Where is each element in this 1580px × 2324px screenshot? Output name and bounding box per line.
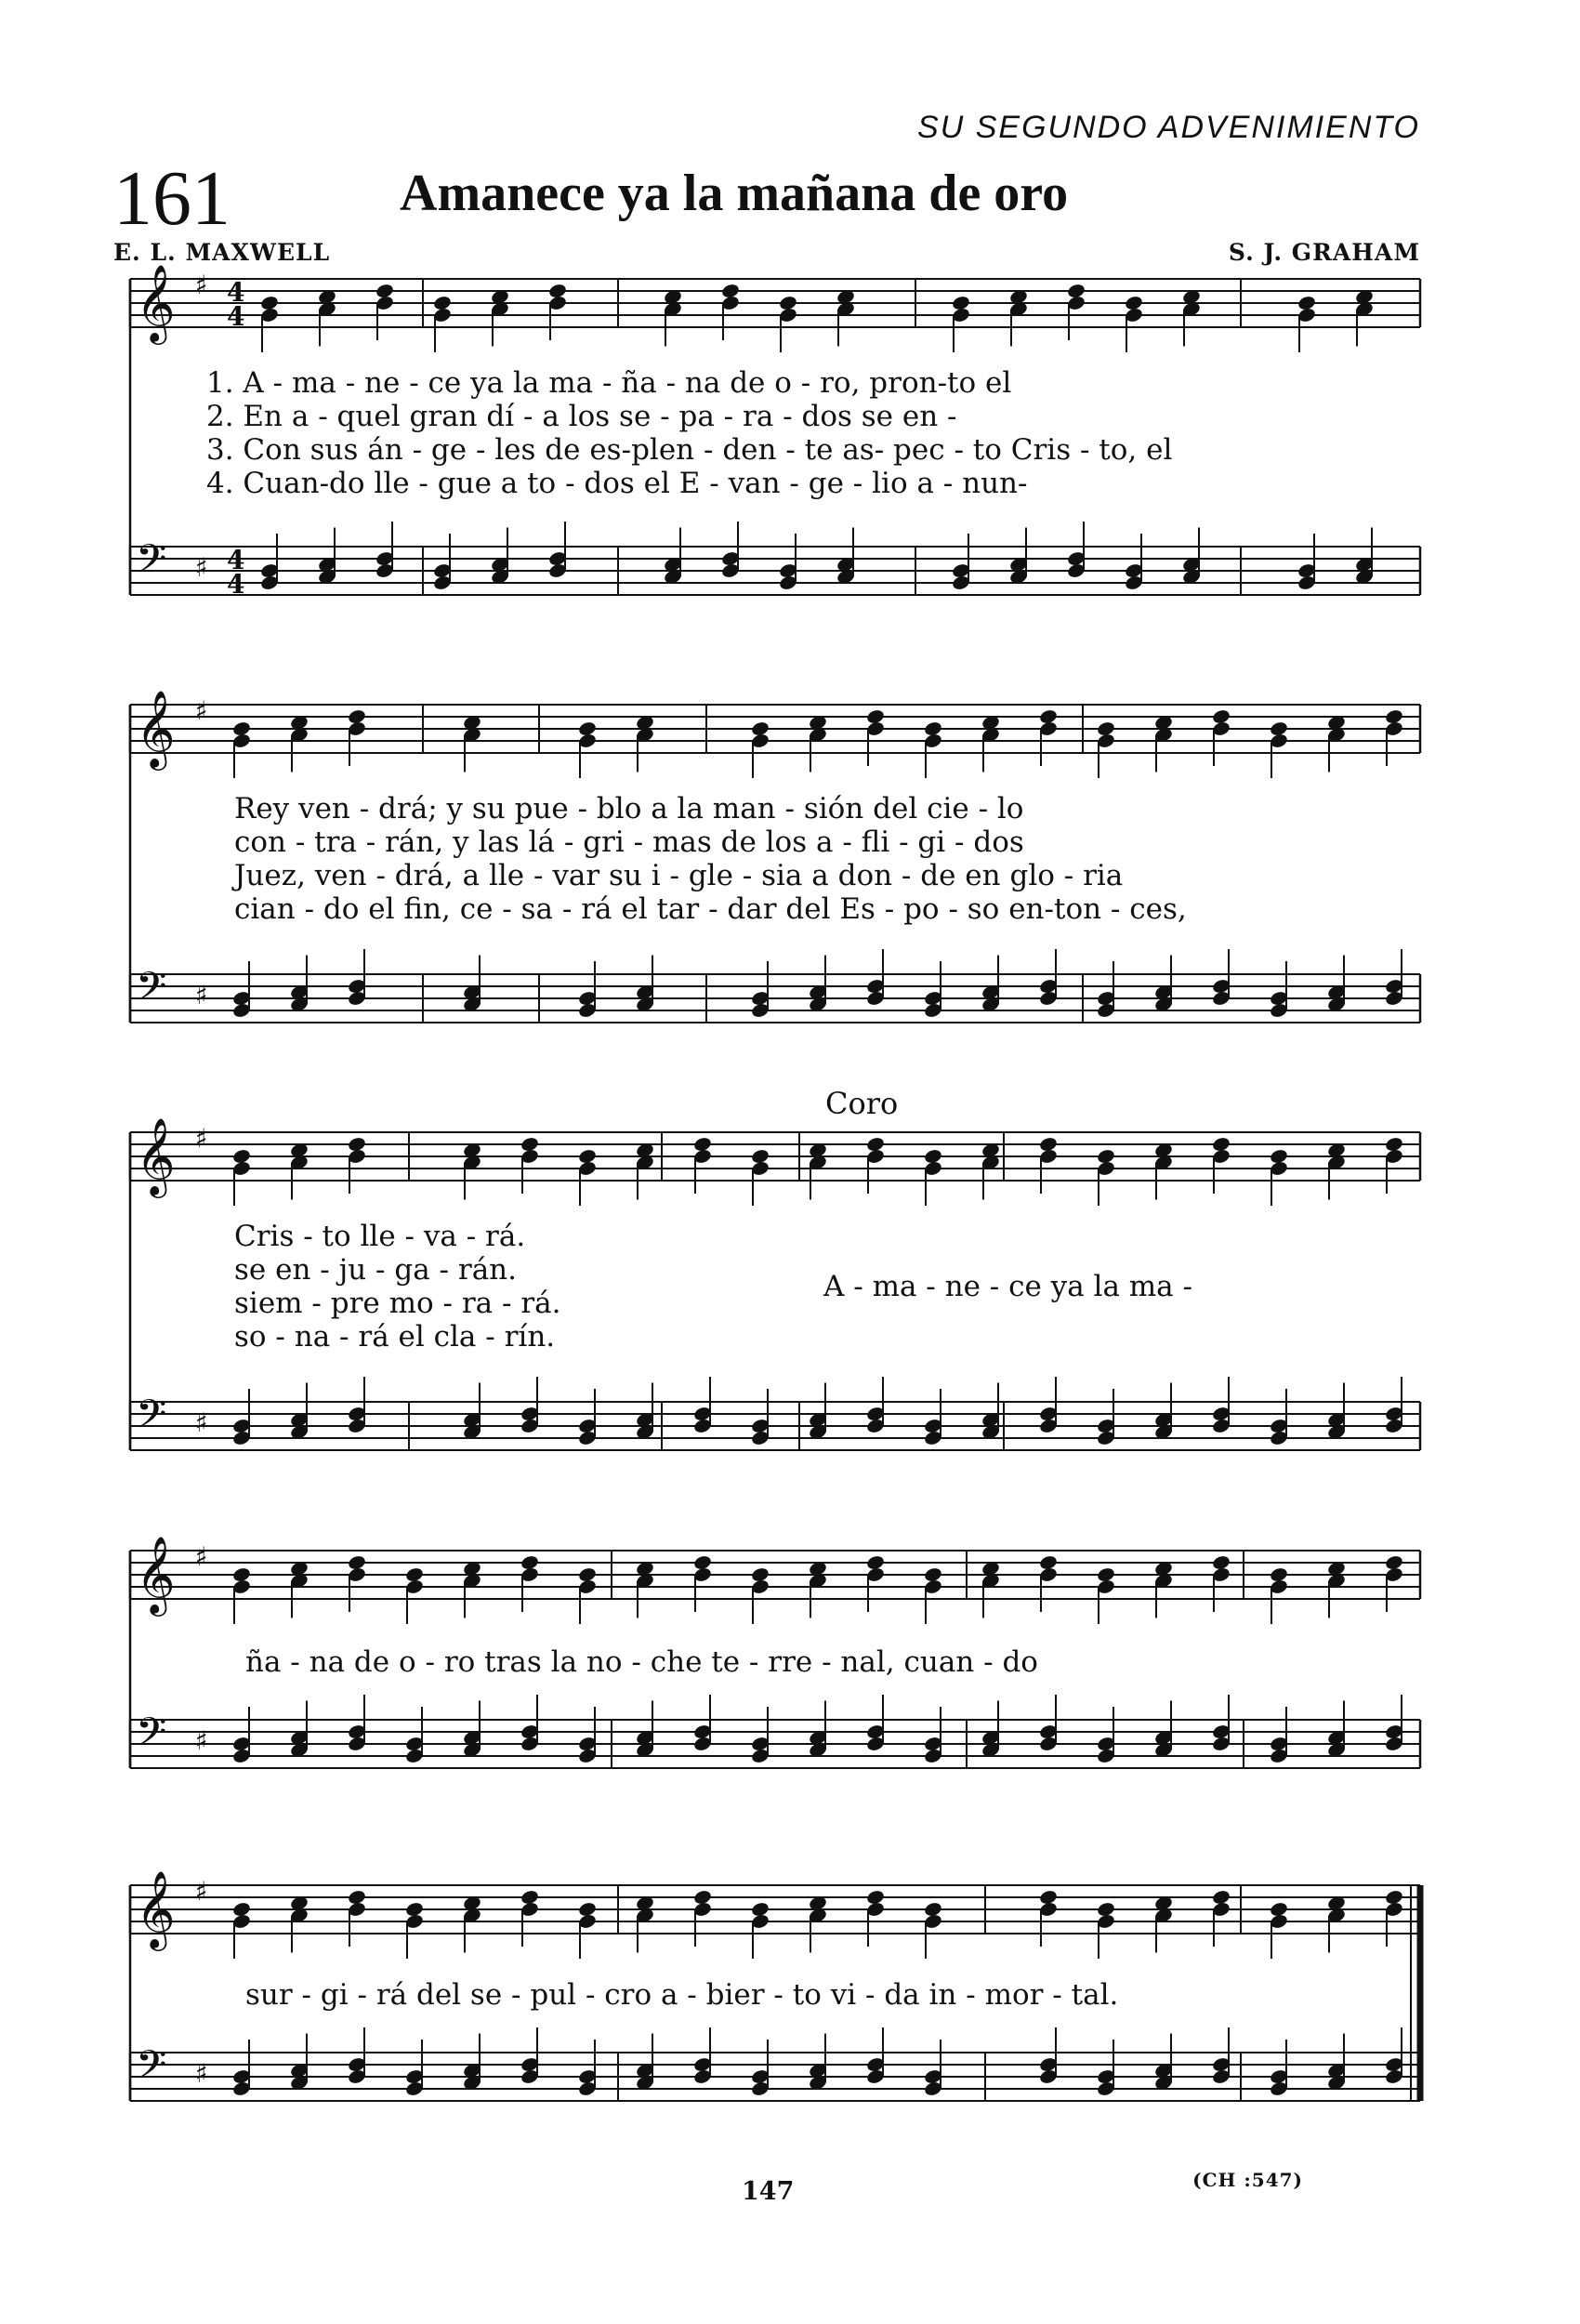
time-signature-bottom: 4 [227, 301, 245, 332]
hymn-number: 161 [113, 155, 230, 242]
composer-credit: S. J. GRAHAM [1228, 239, 1420, 266]
lyric-line: ña - na de o - ro tras la no - che te - rre - nal, cuan - do [245, 1645, 1038, 1679]
lyric-line: Cris - to lle - va - rá. [234, 1220, 526, 1253]
sharp-icon: ♯ [195, 1123, 208, 1154]
section-heading: SU SEGUNDO ADVENIMIENTO [917, 110, 1420, 145]
lyric-line: 4. Cuan-do lle - gue a to - dos el E - van - ge - lio a - nun- [206, 467, 1028, 500]
lyric-line: 1. A - ma - ne - ce ya la ma - ña - na de o - ro, pron-to el [206, 366, 1012, 400]
lyric-line: siem - pre mo - ra - rá. [234, 1287, 561, 1320]
lyric-line: cian - do el fin, ce - sa - rá el tar - dar del Es - po - so en-ton - ces, [234, 892, 1187, 926]
sharp-icon: ♯ [195, 552, 208, 583]
bass-clef-icon: 𝄢 [136, 964, 167, 1020]
lyric-line: se en - ju - ga - rán. [234, 1253, 517, 1287]
lyric-line: Rey ven - drá; y su pue - blo a la man - sión del cie - lo [234, 792, 1024, 825]
time-signature-bottom: 4 [227, 569, 245, 600]
sharp-icon: ♯ [195, 1407, 208, 1438]
page-number: 147 [742, 2177, 795, 2206]
time-signature-top: 4 [227, 545, 245, 575]
lyric-line: so - na - rá el cla - rín. [234, 1320, 556, 1353]
bass-clef-icon: 𝄢 [136, 1710, 167, 1765]
bass-clef-icon: 𝄢 [136, 2042, 167, 2098]
lyric-line: sur - gi - rá del se - pul - cro a - bier - to vi - da in - mor - tal. [245, 1978, 1119, 2012]
bass-clef-icon: 𝄢 [136, 1392, 167, 1447]
sharp-icon: ♯ [195, 1541, 208, 1572]
sharp-icon: ♯ [195, 1725, 208, 1756]
chorus-lyric-line: A - ma - ne - ce ya la ma - [823, 1270, 1192, 1303]
sharp-icon: ♯ [195, 1876, 208, 1907]
lyric-line: con - tra - rán, y las lá - gri - mas de los a - fli - gi - dos [234, 825, 1024, 859]
lyricist-credit: E. L. MAXWELL [113, 239, 331, 266]
hymnal-reference: (CH :547) [1192, 2169, 1303, 2191]
sharp-icon: ♯ [195, 270, 208, 300]
sharp-icon: ♯ [195, 980, 208, 1010]
treble-clef-icon: 𝄞 [136, 263, 176, 341]
bass-clef-icon: 𝄢 [136, 536, 167, 592]
time-signature-top: 4 [227, 277, 245, 308]
treble-clef-icon: 𝄞 [136, 689, 176, 767]
lyric-line: Juez, ven - drá, a lle - var su i - gle - sia a don - de en glo - ria [234, 859, 1124, 892]
sharp-icon: ♯ [195, 695, 208, 726]
treble-clef-icon: 𝄞 [136, 1116, 176, 1195]
hymn-title: Amanece ya la mañana de oro [400, 165, 1069, 222]
chorus-label: Coro [825, 1086, 899, 1121]
lyric-line: 3. Con sus án - ge - les de es-plen - den - te as- pec - to Cris - to, el [206, 433, 1173, 467]
lyric-line: 2. En a - quel gran dí - a los se - pa - ra - dos se en - [206, 400, 957, 433]
treble-clef-icon: 𝄞 [136, 1869, 176, 1948]
sharp-icon: ♯ [195, 2058, 208, 2089]
treble-clef-icon: 𝄞 [136, 1535, 176, 1613]
